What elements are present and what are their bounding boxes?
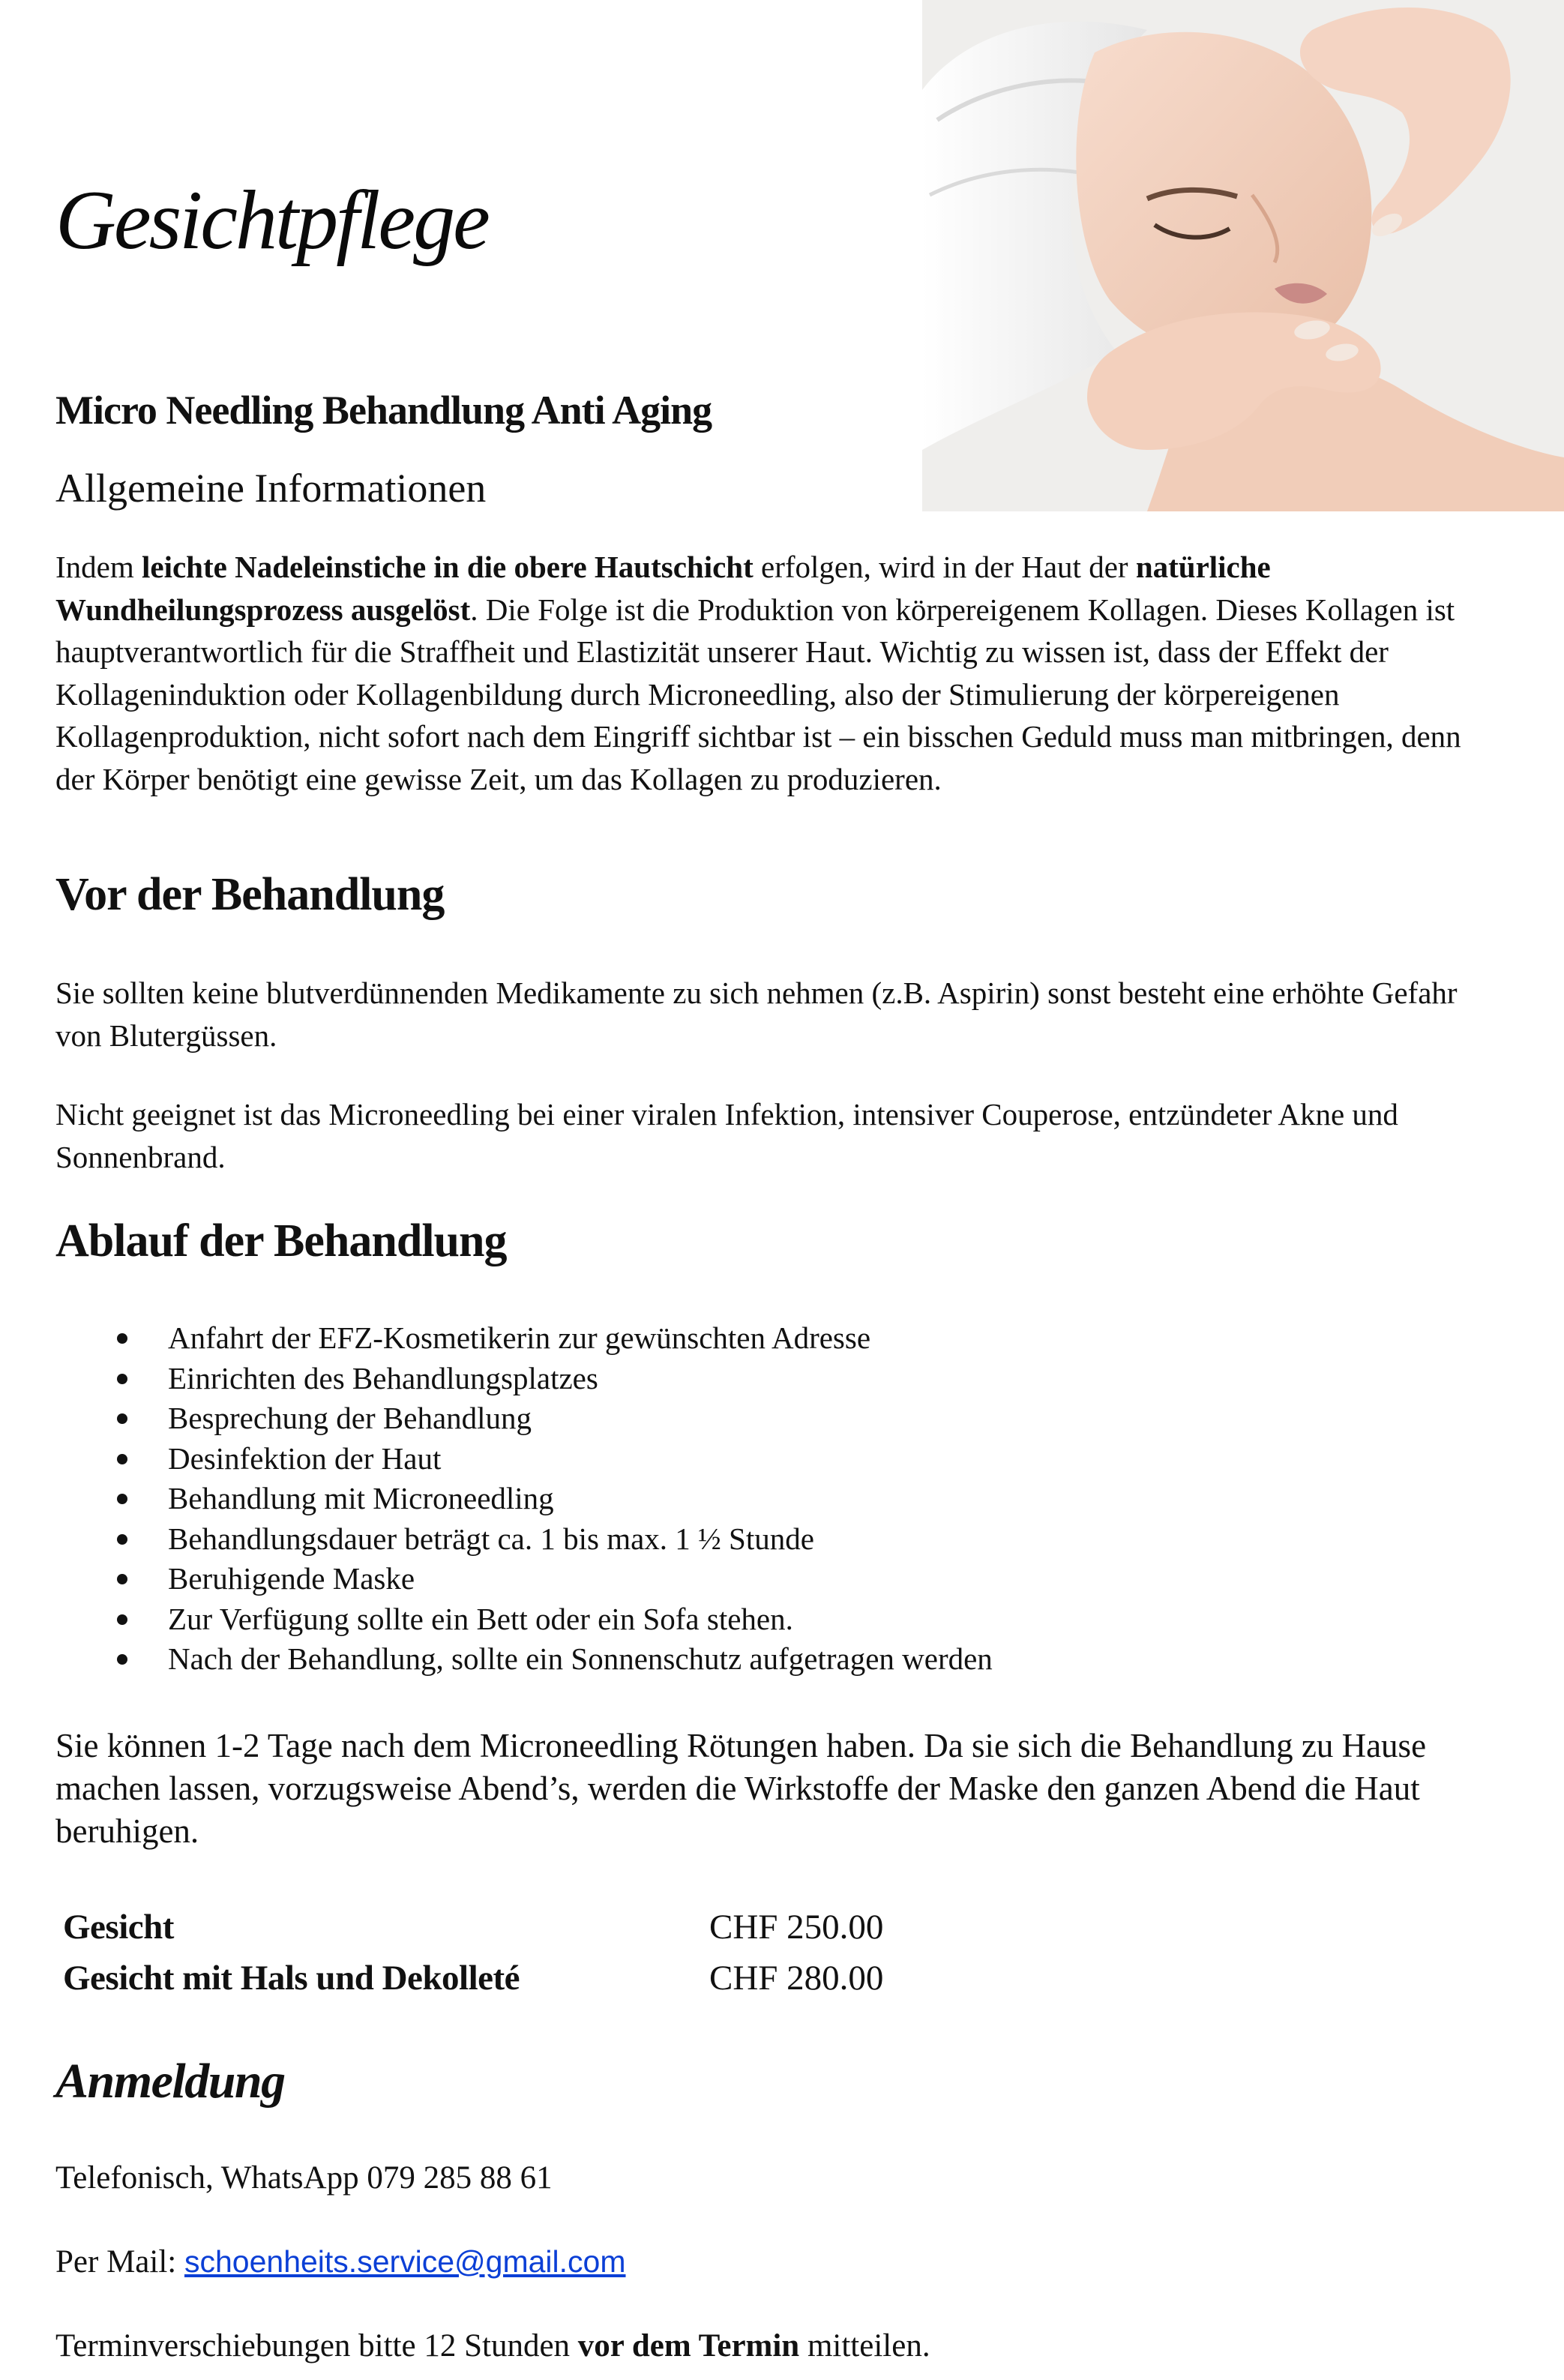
price-item-value: CHF 250.00 (709, 1908, 884, 1947)
facial-massage-illustration (922, 0, 1564, 511)
registration-heading: Anmeldung (55, 2054, 285, 2109)
bullet-icon (117, 1534, 127, 1545)
general-info-heading: Allgemeine Informationen (55, 466, 487, 511)
email-link[interactable]: schoenheits.service@gmail.com (184, 2244, 626, 2279)
price-item-name: Gesicht (63, 1908, 174, 1947)
procedure-steps-list (55, 1318, 1480, 1680)
price-table (63, 1902, 883, 2004)
intro-paragraph (55, 546, 1503, 800)
bullet-icon (117, 1413, 127, 1424)
list-item (55, 1599, 1480, 1640)
bullet-icon (117, 1374, 127, 1384)
bullet-icon (117, 1574, 127, 1584)
list-item-label: Einrichten des Behandlungsplatzes (168, 1360, 598, 1395)
before-paragraph-2: Nicht geeignet ist das Microneedling bei einer viralen Infektion, intensiver Couperose, entzündeter Akne und Sonnenbrand. (55, 1097, 1398, 1174)
list-item (55, 1639, 1480, 1680)
intro-bold-1: leichte Nadeleinstiche in die obere Hautschicht (142, 550, 754, 584)
page-title: Gesichtpflege (55, 174, 488, 267)
procedure-heading: Ablauf der Behandlung (55, 1215, 507, 1266)
reschedule-note (55, 2328, 930, 2364)
mail-label: Per Mail: (55, 2244, 184, 2280)
list-item-label: Nach der Behandlung, sollte ein Sonnenschutz aufgetragen werden (168, 1641, 993, 1676)
reschedule-bold: vor dem Termin (577, 2328, 800, 2364)
table-row (63, 1902, 883, 1953)
list-item (55, 1479, 1480, 1519)
intro-bold-2: natürliche Wundheilungsprozess ausgelöst (55, 550, 1271, 627)
bullet-icon (117, 1494, 127, 1504)
table-row (63, 1953, 883, 2004)
contact-phone: Telefonisch, WhatsApp 079 285 88 61 (55, 2160, 553, 2196)
list-item (55, 1318, 1480, 1359)
intro-text-2: erfolgen, wird in der Haut der (753, 550, 1136, 584)
intro-text-1: Indem (55, 550, 142, 584)
price-item-name: Gesicht mit Hals und Dekolleté (63, 1959, 520, 1998)
list-item (55, 1439, 1480, 1479)
intro-text-3: . Die Folge ist die Produktion von körpereigenem Kollagen. Dieses Kollagen ist hauptverantwortlich für die Straffheit und Elastizität unserer Haut. Wichtig zu wissen ist, dass der Effekt der Kollageninduktion oder Kollagenbildung durch Microneedling, also der Stimulierung der körpereigenen Kollagenproduktion, nicht sofort nach dem Eingriff sichtbar ist – ein bisschen Geduld muss man mitbringen, denn der Körper benötigt eine gewisse Zeit, um das Kollagen zu produzieren. (55, 592, 1461, 796)
list-item (55, 1559, 1480, 1599)
contact-mail (55, 2244, 626, 2280)
list-item-label: Desinfektion der Haut (168, 1440, 442, 1476)
list-item-label: Zur Verfügung sollte ein Bett oder ein Sofa stehen. (168, 1601, 793, 1636)
aftercare-paragraph: Sie können 1-2 Tage nach dem Microneedling Rötungen haben. Da sie sich die Behandlung zu Hause machen lassen, vorzugsweise Abend’s, werden die Wirkstoffe der Maske den ganzen Abend die Haut beruhigen. (55, 1727, 1427, 1850)
list-item (55, 1398, 1480, 1439)
list-item-label: Behandlungsdauer beträgt ca. 1 bis max. 1 ½ Stunde (168, 1521, 814, 1556)
reschedule-text-2: mitteilen. (799, 2328, 930, 2364)
reschedule-text-1: Terminverschiebungen bitte 12 Stunden (55, 2328, 578, 2364)
list-item-label: Behandlung mit Microneedling (168, 1481, 554, 1515)
bullet-icon (117, 1654, 127, 1665)
hero-photo (922, 0, 1564, 511)
bullet-icon (117, 1454, 127, 1464)
list-item-label: Beruhigende Maske (168, 1561, 415, 1596)
list-item (55, 1359, 1480, 1399)
treatment-subtitle: Micro Needling Behandlung Anti Aging (55, 388, 712, 433)
bullet-icon (117, 1614, 127, 1625)
list-item (55, 1519, 1480, 1560)
before-treatment-heading: Vor der Behandlung (55, 869, 445, 920)
before-paragraph-1: Sie sollten keine blutverdünnenden Medikamente zu sich nehmen (z.B. Aspirin) sonst besteht eine erhöhte Gefahr von Blutergüssen. (55, 976, 1458, 1053)
list-item-label: Anfahrt der EFZ-Kosmetikerin zur gewünschten Adresse (168, 1320, 871, 1355)
bullet-icon (117, 1333, 127, 1344)
price-item-value: CHF 280.00 (709, 1959, 884, 1998)
list-item-label: Besprechung der Behandlung (168, 1401, 532, 1435)
